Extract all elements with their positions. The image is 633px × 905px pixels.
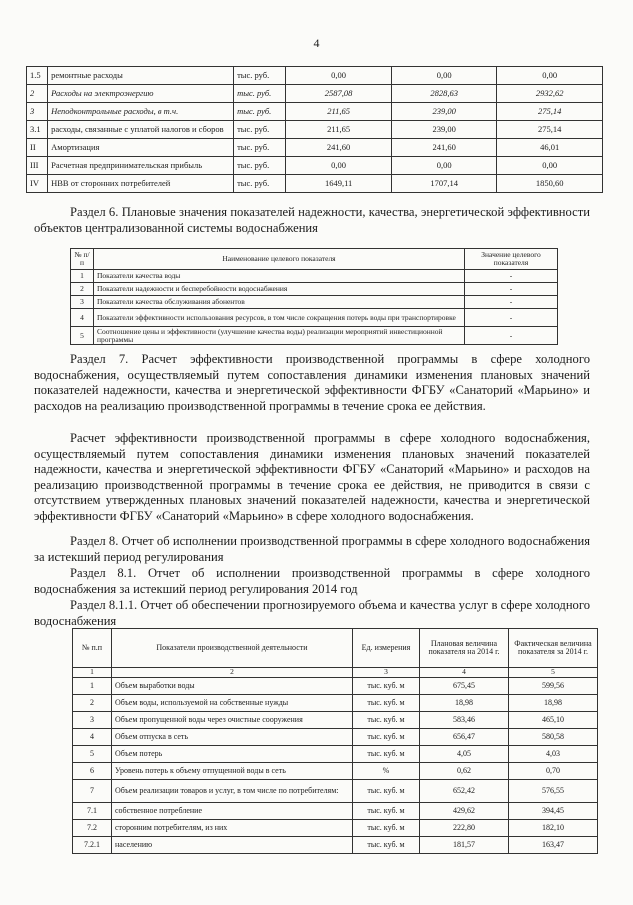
row-value-3: 46,01 [497,139,603,157]
row-name: Объем реализации товаров и услуг, в том числе по потребителям: [112,780,353,803]
row-number: 4 [73,729,112,746]
row-name: Объем выработки воды [112,678,353,695]
table-row [73,837,598,854]
section-7-heading: Раздел 7. Расчет эффективности производственной программы в сфере холодного водоснабжения, осуществляемый путем сопоставления динамики изменения плановых значений показателей надежности, качества и энергетической эффективности ФГБУ «Санаторий «Марьино» и расходов на реализацию производственной программы в течение срока ее действия. [34,352,590,413]
row-plan-value: 675,45 [420,678,509,695]
table-row [27,67,603,85]
row-name: сторонним потребителям, из них [112,820,353,837]
row-number: 6 [73,763,112,780]
row-name: населению [112,837,353,854]
row-unit: тыс. куб. м [353,837,420,854]
table-row [73,763,598,780]
row-value: - [465,283,558,296]
row-value-1: 1649,11 [286,175,392,193]
expenses-table [26,66,603,193]
header-cell: Значение целевого показателя [465,249,558,270]
table-row [27,121,603,139]
index-cell: 1 [73,668,112,678]
row-fact-value: 599,56 [509,678,598,695]
row-name: Объем отпуска в сеть [112,729,353,746]
row-unit: % [353,763,420,780]
row-number: 4 [71,309,94,327]
row-name: Объем потерь [112,746,353,763]
row-name: НВВ от сторонних потребителей [48,175,234,193]
row-plan-value: 4,05 [420,746,509,763]
row-name: Объем пропущенной воды через очистные сооружения [112,712,353,729]
row-name: собственное потребление [112,803,353,820]
row-name: Показатели надежности и бесперебойности водоснабжения [94,283,465,296]
row-plan-value: 652,42 [420,780,509,803]
row-number: 2 [27,85,48,103]
row-value-3: 1850,60 [497,175,603,193]
row-value: - [465,327,558,345]
row-value: - [465,296,558,309]
row-plan-value: 0,62 [420,763,509,780]
row-value: - [465,309,558,327]
row-fact-value: 18,98 [509,695,598,712]
table-row [71,283,558,296]
row-value-2: 239,00 [391,103,497,121]
row-number: 7 [73,780,112,803]
row-value-3: 0,00 [497,67,603,85]
column-index-row [73,668,598,678]
header-cell: Фактическая величина показателя за 2014 г. [509,629,598,668]
production-indicators-table [72,628,598,854]
row-unit: тыс. куб. м [353,746,420,763]
table-row [71,309,558,327]
page-number: 4 [313,36,320,50]
row-number: 2 [73,695,112,712]
row-name: ремонтные расходы [48,67,234,85]
row-name: Расчетная предпринимательская прибыль [48,157,234,175]
row-number: 1 [73,678,112,695]
index-cell: 5 [509,668,598,678]
table-row [73,803,598,820]
section-8-heading: Раздел 8. Отчет об исполнении производственной программы в сфере холодного водоснабжения за истекший период регулирования [34,534,590,564]
row-fact-value: 394,45 [509,803,598,820]
row-unit: тыс. куб. м [353,678,420,695]
row-value-3: 275,14 [497,121,603,139]
row-value-2: 0,00 [391,67,497,85]
table-row [73,780,598,803]
header-cell: Показатели производственной деятельности [112,629,353,668]
row-value-2: 239,00 [391,121,497,139]
row-unit: тыс. руб. [234,139,286,157]
header-cell: № п/п [71,249,94,270]
row-plan-value: 181,57 [420,837,509,854]
row-value-1: 211,65 [286,121,392,139]
row-number: 2 [71,283,94,296]
index-cell: 2 [112,668,353,678]
row-value-3: 275,14 [497,103,603,121]
table-row [71,296,558,309]
section-6-heading: Раздел 6. Плановые значения показателей надежности, качества, энергетической эффективности объектов централизованной системы водоснабжения [34,205,590,235]
section-8-1-heading: Раздел 8.1. Отчет об исполнении производственной программы в сфере холодного водоснабжения за истекший период регулирования 2014 год [34,566,590,596]
row-name: Соотношение цены и эффективности (улучшение качества воды) реализации мероприятий инвестиционной программы [94,327,465,345]
table-row [73,712,598,729]
row-unit: тыс. куб. м [353,820,420,837]
section-8-1-1-heading: Раздел 8.1.1. Отчет об обеспечении прогнозируемого объема и качества услуг в сфере холодного водоснабжения [34,598,590,628]
row-name: Объем воды, используемой на собственные нужды [112,695,353,712]
table-row [27,175,603,193]
row-fact-value: 576,55 [509,780,598,803]
table-row [71,270,558,283]
header-cell: Наименование целевого показателя [94,249,465,270]
row-plan-value: 18,98 [420,695,509,712]
row-number: 5 [73,746,112,763]
table-row [73,820,598,837]
table-row [73,678,598,695]
row-unit: тыс. руб. [234,85,286,103]
row-number: 5 [71,327,94,345]
row-unit: тыс. руб. [234,121,286,139]
row-number: 7.2 [73,820,112,837]
row-unit: тыс. куб. м [353,780,420,803]
row-name: Показатели качества воды [94,270,465,283]
row-name: Уровень потерь к объему отпущенной воды в сеть [112,763,353,780]
row-number: 1 [71,270,94,283]
row-name: расходы, связанные с уплатой налогов и сборов [48,121,234,139]
row-value-2: 0,00 [391,157,497,175]
row-value-3: 0,00 [497,157,603,175]
row-number: III [27,157,48,175]
row-number: 3.1 [27,121,48,139]
row-unit: тыс. руб. [234,67,286,85]
header-cell: Плановая величина показателя на 2014 г. [420,629,509,668]
row-unit: тыс. руб. [234,103,286,121]
row-value-1: 0,00 [286,67,392,85]
row-unit: тыс. куб. м [353,729,420,746]
row-value: - [465,270,558,283]
row-number: IV [27,175,48,193]
row-unit: тыс. куб. м [353,695,420,712]
row-name: Показатели качества обслуживания абонентов [94,296,465,309]
table-row [71,327,558,345]
row-plan-value: 656,47 [420,729,509,746]
table-header-row [73,629,598,668]
header-cell: Ед. измерения [353,629,420,668]
table-row [73,729,598,746]
row-name: Расходы на электроэнергию [48,85,234,103]
row-number: 3 [71,296,94,309]
row-fact-value: 465,10 [509,712,598,729]
header-cell: № п.п [73,629,112,668]
row-number: 1.5 [27,67,48,85]
row-unit: тыс. руб. [234,175,286,193]
row-value-1: 241,60 [286,139,392,157]
row-fact-value: 580,58 [509,729,598,746]
row-unit: тыс. руб. [234,157,286,175]
row-number: 7.1 [73,803,112,820]
row-unit: тыс. куб. м [353,803,420,820]
row-unit: тыс. куб. м [353,712,420,729]
row-value-2: 1707,14 [391,175,497,193]
row-value-1: 0,00 [286,157,392,175]
table-row [27,139,603,157]
table-row [73,695,598,712]
table-row [27,157,603,175]
row-fact-value: 163,47 [509,837,598,854]
row-name: Неподконтрольные расходы, в т.ч. [48,103,234,121]
table-row [27,85,603,103]
table-row [27,103,603,121]
row-value-2: 241,60 [391,139,497,157]
row-plan-value: 429,62 [420,803,509,820]
row-name: Показатели эффективности использования ресурсов, в том числе сокращения потерь воды при транспортировке [94,309,465,327]
row-number: II [27,139,48,157]
row-number: 3 [27,103,48,121]
row-plan-value: 583,46 [420,712,509,729]
row-fact-value: 182,10 [509,820,598,837]
row-number: 3 [73,712,112,729]
row-name: Амортизация [48,139,234,157]
row-value-1: 211,65 [286,103,392,121]
row-value-1: 2587,08 [286,85,392,103]
row-plan-value: 222,80 [420,820,509,837]
row-fact-value: 4,03 [509,746,598,763]
row-number: 7.2.1 [73,837,112,854]
index-cell: 4 [420,668,509,678]
table-header-row [71,249,558,270]
row-fact-value: 0,70 [509,763,598,780]
row-value-3: 2932,62 [497,85,603,103]
table-row [73,746,598,763]
section-7-text: Расчет эффективности производственной программы в сфере холодного водоснабжения, осуществляемый путем сопоставления динамики изменения плановых значений показателей надежности, качества и энергетической эффективности ФГБУ «Санаторий «Марьино» и расходов на реализацию производственной программы в течение срока ее действия, не приводится в связи с отсутствием утвержденных плановых значений показателей надежности, качества и энергетической эффективности ФГБУ «Санаторий «Марьино» в сфере холодного водоснабжения. [34,431,590,523]
row-value-2: 2828,63 [391,85,497,103]
index-cell: 3 [353,668,420,678]
target-indicators-table [70,248,558,345]
